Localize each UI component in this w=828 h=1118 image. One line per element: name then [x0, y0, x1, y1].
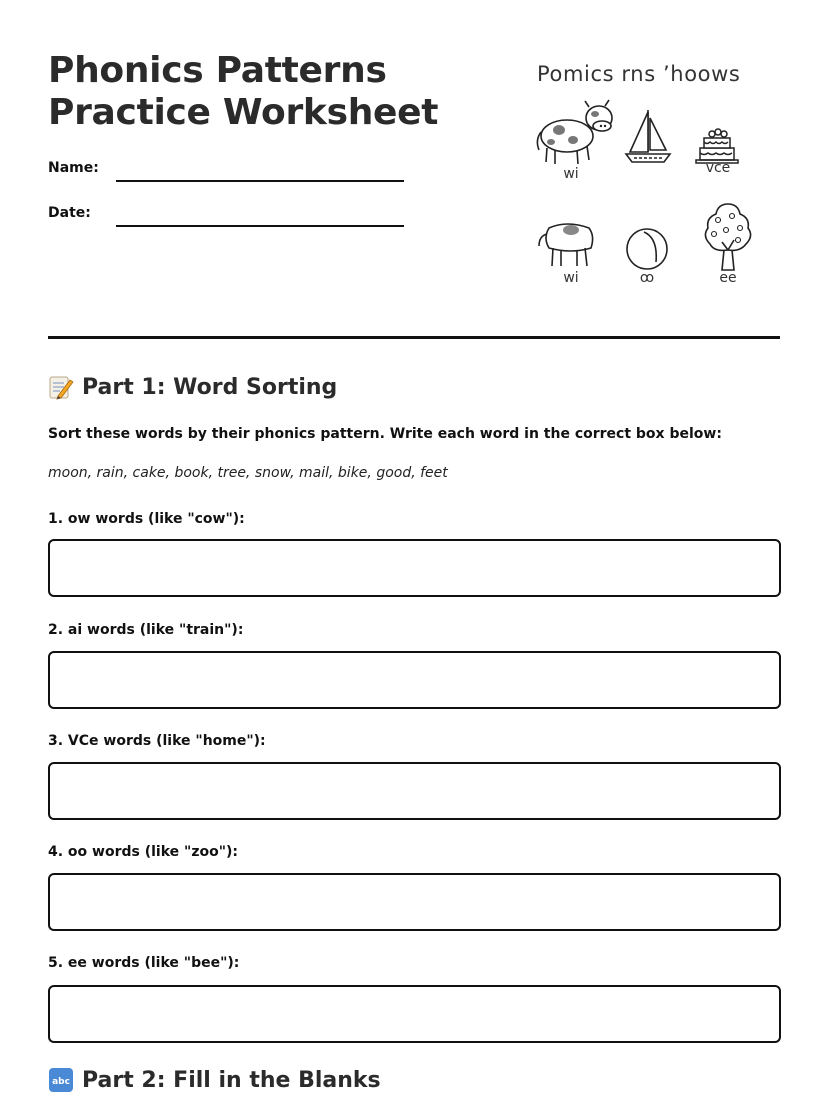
abc-icon — [48, 1067, 74, 1093]
moon-icon — [624, 226, 670, 272]
date-line[interactable] — [116, 225, 404, 227]
cake-icon — [694, 126, 740, 164]
date-label: Date: — [48, 205, 91, 221]
cow-label: wi — [563, 166, 579, 182]
cow-body-icon — [537, 218, 597, 270]
cow-body-label: wi — [563, 270, 579, 286]
part1-heading — [48, 374, 337, 400]
svg-text:abc: abc — [52, 1077, 70, 1087]
part2-heading-text: Part 2: Fill in the Blanks — [82, 1067, 381, 1093]
answer-box-ow[interactable] — [48, 539, 781, 597]
box-label-ow: 1. ow words (like "cow"): — [48, 511, 245, 527]
answer-box-ee[interactable] — [48, 985, 781, 1043]
tree-label: ee — [719, 270, 737, 286]
cake-label: vce — [705, 160, 731, 176]
section-divider — [48, 336, 780, 339]
answer-box-vce[interactable] — [48, 762, 781, 820]
word-list: moon, rain, cake, book, tree, snow, mail, bike, good, feet — [48, 465, 448, 481]
sailboat-icon — [622, 108, 676, 166]
picture-panel-title: Pomics rns ’hoows — [537, 62, 741, 86]
name-line[interactable] — [116, 180, 404, 182]
answer-box-ai[interactable] — [48, 651, 781, 709]
tree-icon — [702, 200, 754, 272]
cow-icon — [533, 96, 617, 168]
memo-icon — [48, 374, 74, 400]
moon-label: ꝏ — [639, 270, 655, 286]
title-line-2: Practice Worksheet — [48, 92, 439, 133]
box-label-ee: 5. ee words (like "bee"): — [48, 955, 240, 971]
part2-heading — [48, 1067, 381, 1093]
title-line-1: Phonics Patterns — [48, 50, 387, 91]
box-label-vce: 3. VCe words (like "home"): — [48, 733, 266, 749]
part1-heading-text: Part 1: Word Sorting — [82, 374, 338, 400]
worksheet-title — [48, 50, 438, 134]
name-label: Name: — [48, 160, 99, 176]
answer-box-oo[interactable] — [48, 873, 781, 931]
box-label-ai: 2. ai words (like "train"): — [48, 622, 244, 638]
box-label-oo: 4. oo words (like "zoo"): — [48, 844, 238, 860]
part1-instructions: Sort these words by their phonics pattern. Write each word in the correct box below: — [48, 426, 722, 442]
